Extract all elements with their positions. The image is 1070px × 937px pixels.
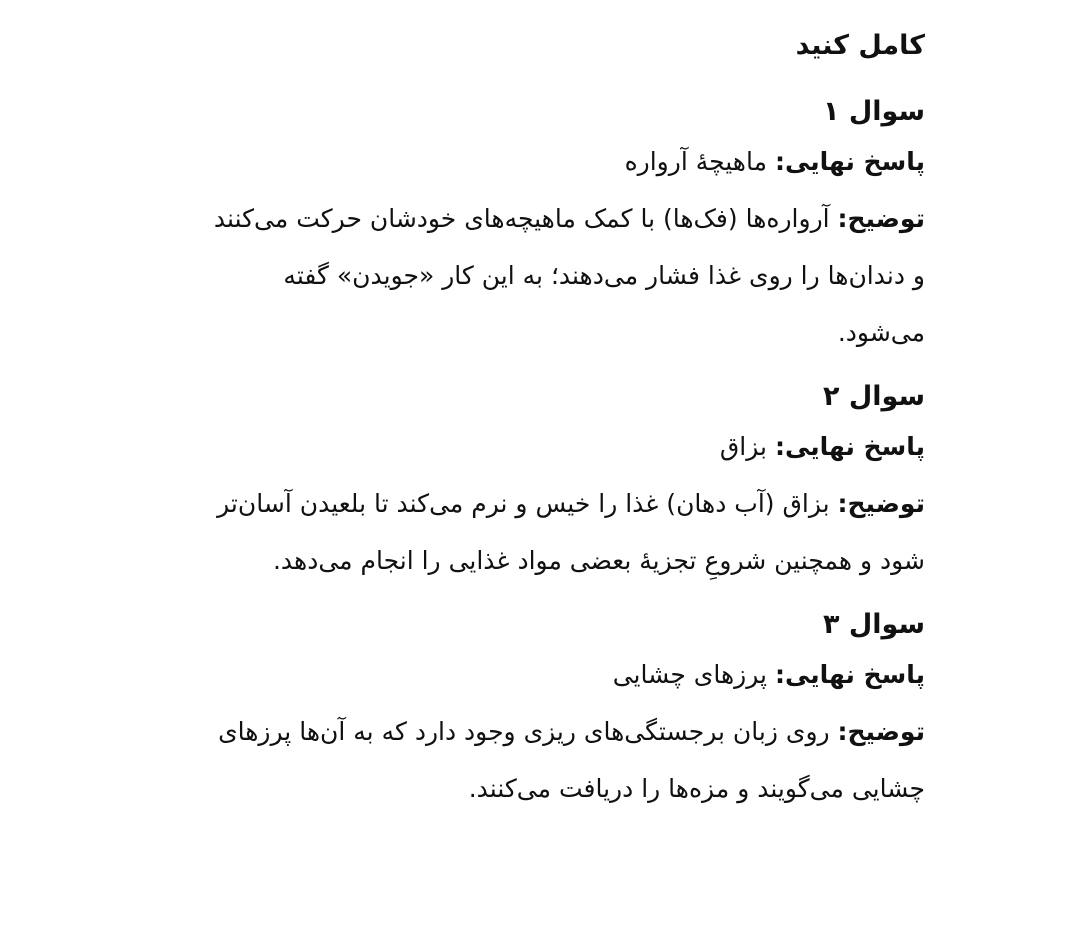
section-heading: کامل کنید (795, 30, 925, 61)
final-answer (150, 134, 925, 190)
question-1 (150, 90, 925, 361)
question-title: سوال ۲ (822, 381, 925, 412)
final-answer (150, 419, 925, 475)
question-title: سوال ۱ (822, 96, 925, 127)
answer-label: پاسخ نهایی: (774, 660, 925, 689)
document-page (150, 14, 925, 831)
explanation-text: آرواره‌ها (فک‌ها) با کمک ماهیچه‌های خودشان حرکت می‌کنند و دندان‌ها را روی غذا فشار می‌دهند؛ به این کار «جویدن» گفته می‌شود. (213, 204, 925, 347)
explanation-text: بزاق (آب دهان) غذا را خیس و نرم می‌کند تا بلعیدن آسان‌تر شود و همچنین شروعِ تجزیهٔ بعضی مواد غذایی را انجام می‌دهد. (217, 489, 925, 575)
explanation (185, 475, 925, 589)
answer-text: بزاق (719, 432, 767, 461)
explanation-label: توضیح: (837, 717, 925, 746)
question-title: سوال ۳ (822, 609, 925, 640)
explanation (150, 703, 925, 817)
question-3 (150, 603, 925, 817)
answer-text: پرزهای چشایی (612, 660, 767, 689)
explanation-label: توضیح: (837, 489, 925, 518)
explanation-text: روی زبان برجستگی‌های ریزی وجود دارد که به آن‌ها پرزهای چشایی می‌گویند و مزه‌ها را دریافت می‌کنند. (218, 717, 925, 803)
explanation-label: توضیح: (837, 204, 925, 233)
answer-label: پاسخ نهایی: (774, 147, 925, 176)
answer-text: ماهیچهٔ آرواره (624, 147, 767, 176)
explanation (210, 190, 925, 361)
final-answer (150, 647, 925, 703)
question-2 (150, 375, 925, 589)
answer-label: پاسخ نهایی: (774, 432, 925, 461)
